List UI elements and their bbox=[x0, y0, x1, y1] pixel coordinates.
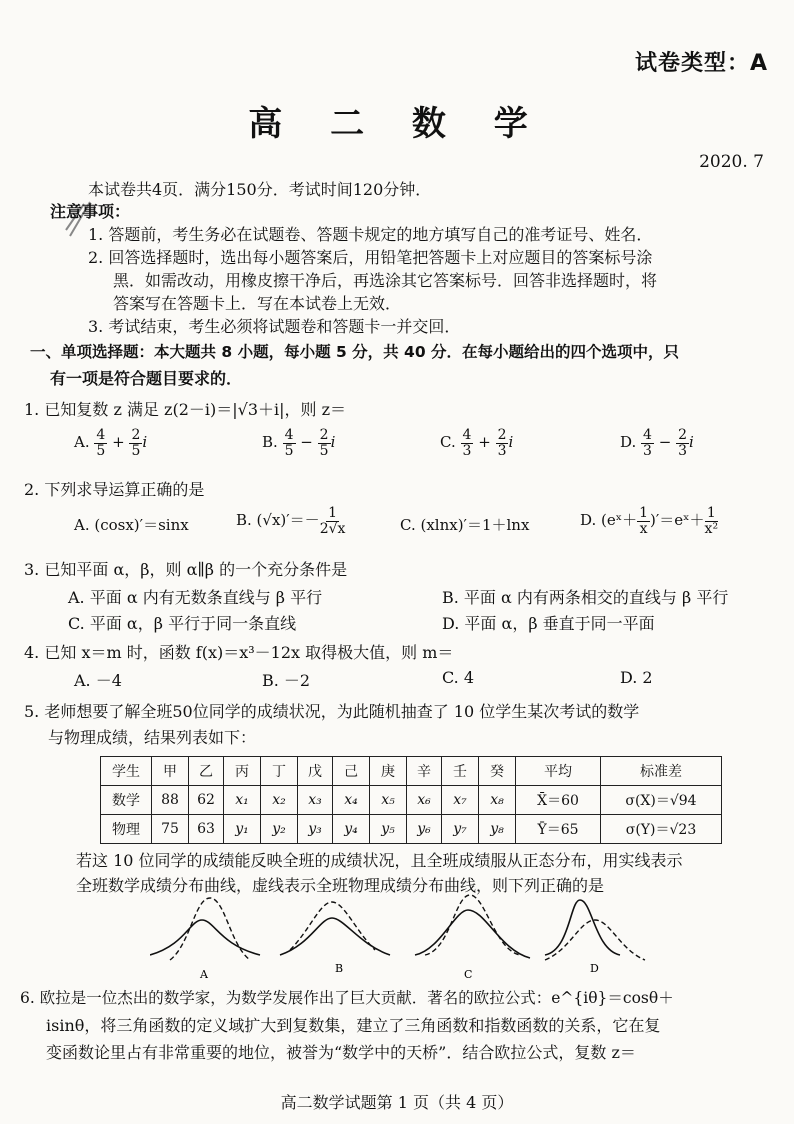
distribution-graphs bbox=[150, 890, 670, 980]
graph-a bbox=[150, 898, 260, 980]
notice-heading: 注意事项： bbox=[50, 202, 131, 221]
table-cell: y₃ bbox=[298, 815, 333, 844]
graph-label-b: B bbox=[335, 962, 344, 975]
table-header-cell: 乙 bbox=[189, 757, 224, 786]
table-cell: Ȳ＝65 bbox=[516, 815, 601, 844]
q1-option-c: C. $\frac{4}{3}$ + $\frac{2}{3}$ i bbox=[440, 427, 514, 459]
table-cell: y₈ bbox=[479, 815, 516, 844]
q1-option-b: B. $\frac{4}{5}$ − $\frac{2}{5}$ i bbox=[262, 427, 336, 459]
q1-option-d: D. $\frac{4}{3}$ − $\frac{2}{3}$ i bbox=[620, 427, 694, 459]
graph-c bbox=[415, 895, 530, 980]
q3-option-b: B. 平面 α 内有两条相交的直线与 β 平行 bbox=[442, 588, 729, 607]
table-cell: x₄ bbox=[333, 786, 370, 815]
graph-label-a: A bbox=[200, 968, 208, 980]
notice-item: 答案写在答题卡上．写在本试卷上无效． bbox=[113, 294, 402, 313]
table-cell: x₂ bbox=[261, 786, 298, 815]
page-footer: 高二数学试题第 1 页（共 4 页） bbox=[280, 1093, 514, 1112]
table-cell: 88 bbox=[152, 786, 189, 815]
section-heading: 一、单项选择题：本大题共 8 小题，每小题 5 分，共 40 分．在每小题给出的四个选项中，只 bbox=[30, 343, 680, 361]
table-cell: σ(Y)＝√23 bbox=[601, 815, 722, 844]
question-6-stem: 6. 欧拉是一位杰出的数学家，为数学发展作出了巨大贡献．著名的欧拉公式：e^{iθ}＝cosθ＋ bbox=[20, 989, 674, 1007]
question-3-stem: 3. 已知平面 α，β，则 α∥β 的一个充分条件是 bbox=[24, 560, 348, 579]
q4-option-a: A. －4 bbox=[74, 671, 122, 690]
table-cell: x₁ bbox=[224, 786, 261, 815]
q2-option-b: B. (√x)′＝－ $\frac{1}{2√x}$ bbox=[236, 505, 346, 537]
table-header-cell: 癸 bbox=[479, 757, 516, 786]
question-5-text: 全班数学成绩分布曲线，虚线表示全班物理成绩分布曲线，则下列正确的是 bbox=[76, 876, 605, 895]
table-row-physics bbox=[101, 815, 722, 844]
question-5-text: 若这 10 位同学的成绩能反映全班的成绩状况，且全班成绩服从正态分布，用实线表示 bbox=[76, 851, 683, 870]
question-2-stem: 2. 下列求导运算正确的是 bbox=[24, 480, 205, 499]
q2-option-d: D. (eˣ＋ $\frac{1}{x}$ )′＝eˣ＋ $\frac{1}{\text{x²}}$ bbox=[580, 505, 719, 537]
table-cell: x₆ bbox=[407, 786, 442, 815]
table-cell: x₃ bbox=[298, 786, 333, 815]
table-cell: X̄＝60 bbox=[516, 786, 601, 815]
question-5-stem-cont: 与物理成绩，结果列表如下： bbox=[48, 728, 257, 747]
q4-option-b: B. －2 bbox=[262, 671, 311, 690]
table-header-cell: 戊 bbox=[298, 757, 333, 786]
table-cell: y₅ bbox=[370, 815, 407, 844]
table-cell: x₇ bbox=[442, 786, 479, 815]
notice-item: 1. 答题前，考生务必在试题卷、答题卡规定的地方填写自己的准考证号、姓名． bbox=[88, 225, 653, 244]
table-header-cell: 甲 bbox=[152, 757, 189, 786]
table-cell: 63 bbox=[189, 815, 224, 844]
table-cell: y₄ bbox=[333, 815, 370, 844]
q3-option-a: A. 平面 α 内有无数条直线与 β 平行 bbox=[68, 588, 323, 607]
q4-option-d: D. 2 bbox=[620, 668, 653, 687]
graph-label-c: C bbox=[464, 968, 473, 980]
table-header-cell: 平均 bbox=[516, 757, 601, 786]
section-heading-cont: 有一项是符合题目要求的． bbox=[50, 369, 243, 388]
notice-item: 黑．如需改动，用橡皮擦干净后，再选涂其它答案标号．回答非选择题时，将 bbox=[113, 271, 658, 290]
question-4-stem: 4. 已知 x＝m 时，函数 f(x)＝x³－12x 取得极大值，则 m＝ bbox=[24, 643, 454, 662]
table-header-cell: 丁 bbox=[261, 757, 298, 786]
question-6-stem-cont: 变函数论里占有非常重要的地位，被誉为“数学中的天桥”．结合欧拉公式，复数 z＝ bbox=[46, 1043, 636, 1062]
q3-option-c: C. 平面 α，β 平行于同一条直线 bbox=[68, 614, 297, 633]
table-cell: y₆ bbox=[407, 815, 442, 844]
exam-date: 2020. 7 bbox=[699, 152, 764, 172]
q2-option-c: C. (xlnx)′＝1＋lnx bbox=[400, 516, 530, 534]
graph-b bbox=[280, 902, 390, 975]
table-header-cell: 学生 bbox=[101, 757, 152, 786]
q4-option-c: C. 4 bbox=[442, 668, 475, 687]
table-cell: y₇ bbox=[442, 815, 479, 844]
table-header-cell: 辛 bbox=[407, 757, 442, 786]
graph-d bbox=[545, 900, 645, 975]
q3-option-d: D. 平面 α，β 垂直于同一平面 bbox=[442, 614, 655, 633]
notice-item: 2. 回答选择题时，选出每小题答案后，用铅笔把答题卡上对应题目的答案标号涂 bbox=[88, 248, 653, 267]
page-title: 高 二 数 学 bbox=[248, 104, 546, 144]
table-cell: 数学 bbox=[101, 786, 152, 815]
table-header-cell: 己 bbox=[333, 757, 370, 786]
table-cell: σ(X)＝√94 bbox=[601, 786, 722, 815]
paper-type-label: 试卷类型：A bbox=[634, 51, 768, 76]
table-cell: x₅ bbox=[370, 786, 407, 815]
notice-item: 3. 考试结束，考生必须将试题卷和答题卡一并交回． bbox=[88, 317, 461, 336]
intro-text: 本试卷共4页．满分150分．考试时间120分钟． bbox=[88, 180, 432, 199]
table-row-math bbox=[101, 786, 722, 815]
table-cell: 75 bbox=[152, 815, 189, 844]
score-table bbox=[100, 756, 722, 844]
table-header-cell: 壬 bbox=[442, 757, 479, 786]
table-cell: y₂ bbox=[261, 815, 298, 844]
q1-option-a: A. $\frac{4}{5}$ + $\frac{2}{5}$ i bbox=[74, 427, 148, 459]
table-cell: x₈ bbox=[479, 786, 516, 815]
question-5-stem: 5. 老师想要了解全班50位同学的成绩状况，为此随机抽查了 10 位学生某次考试的数学 bbox=[24, 702, 640, 721]
q2-option-a: A. (cosx)′＝sinx bbox=[74, 516, 189, 534]
table-cell: y₁ bbox=[224, 815, 261, 844]
table-cell: 物理 bbox=[101, 815, 152, 844]
question-1-stem: 1. 已知复数 z 满足 z(2－i)＝|√3＋i|，则 z＝ bbox=[24, 400, 347, 419]
table-header-cell: 庚 bbox=[370, 757, 407, 786]
table-cell: 62 bbox=[189, 786, 224, 815]
question-6-stem-cont: isinθ，将三角函数的定义域扩大到复数集，建立了三角函数和指数函数的关系，它在复 bbox=[46, 1016, 661, 1035]
table-header-cell: 丙 bbox=[224, 757, 261, 786]
table-header-cell: 标准差 bbox=[601, 757, 722, 786]
table-header-row bbox=[101, 757, 722, 786]
graph-label-d: D bbox=[590, 962, 599, 975]
